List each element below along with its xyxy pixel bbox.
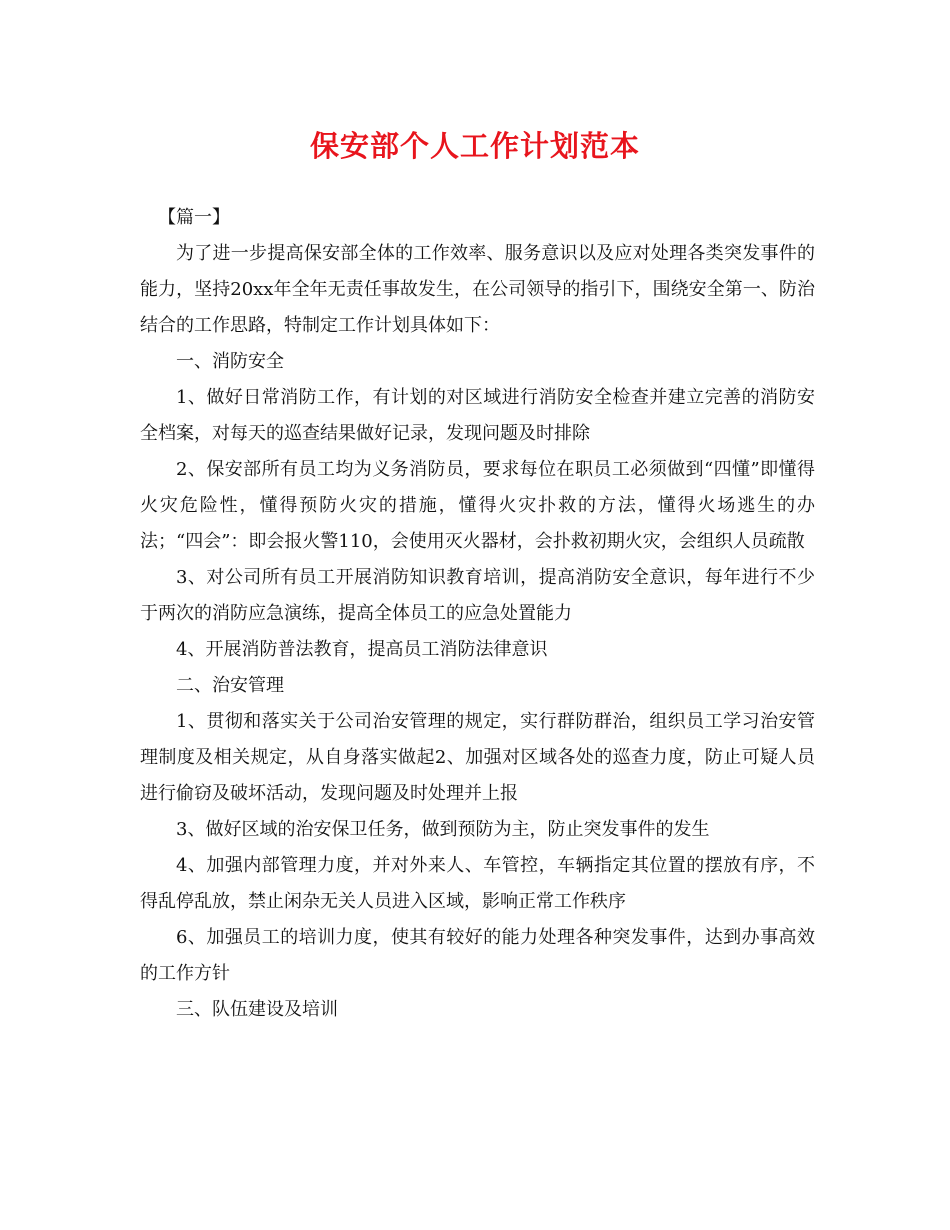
fire-safety-item-2: 2、保安部所有员工均为义务消防员，要求每位在职员工必须做到“四懂”即懂得火灾危险性，懂得预防火灾的措施，懂得火灾扑救的方法，懂得火场逃生的办法；“四会”：即会报火警110，会使用灭火器材，会扑救初期火灾，会组织人员疏散 (140, 459, 815, 552)
fire-safety-item-3: 3、对公司所有员工开展消防知识教育培训，提高消防安全意识，每年进行不少于两次的消防应急演练，提高全体员工的应急处置能力 (140, 567, 815, 624)
section-label-part-one: 【篇一】 (158, 207, 230, 228)
heading-fire-safety: 一、消防安全 (176, 351, 284, 372)
security-item-1: 1、贯彻和落实关于公司治安管理的规定，实行群防群治，组织员工学习治安管理制度及相关规定，从自身落实做起2、加强对区域各处的巡查力度，防止可疑人员进行偷窃及破坏活动，发现问题及时处理并上报 (140, 711, 815, 804)
document-title: 保安部个人工作计划范本 (309, 129, 640, 163)
security-item-4: 4、加强内部管理力度，并对外来人、车管控，车辆指定其位置的摆放有序，不得乱停乱放，禁止闲杂无关人员进入区域，影响正常工作秩序 (140, 855, 815, 912)
intro-paragraph: 为了进一步提高保安部全体的工作效率、服务意识以及应对处理各类突发事件的能力，坚持20xx年全年无责任事故发生，在公司领导的指引下，围绕安全第一、防治结合的工作思路，特制定工作计划具体如下： (140, 243, 815, 336)
document-body (140, 200, 815, 1028)
security-item-6: 6、加强员工的培训力度，使其有较好的能力处理各种突发事件，达到办事高效的工作方针 (140, 927, 815, 984)
security-item-3: 3、做好区域的治安保卫任务，做到预防为主，防止突发事件的发生 (176, 819, 710, 840)
heading-team-building: 三、队伍建设及培训 (176, 999, 338, 1020)
fire-safety-item-4: 4、开展消防普法教育，提高员工消防法律意识 (176, 639, 548, 660)
fire-safety-item-1: 1、做好日常消防工作，有计划的对区域进行消防安全检查并建立完善的消防安全档案，对每天的巡查结果做好记录，发现问题及时排除 (140, 387, 815, 444)
heading-public-security: 二、治安管理 (176, 675, 284, 696)
